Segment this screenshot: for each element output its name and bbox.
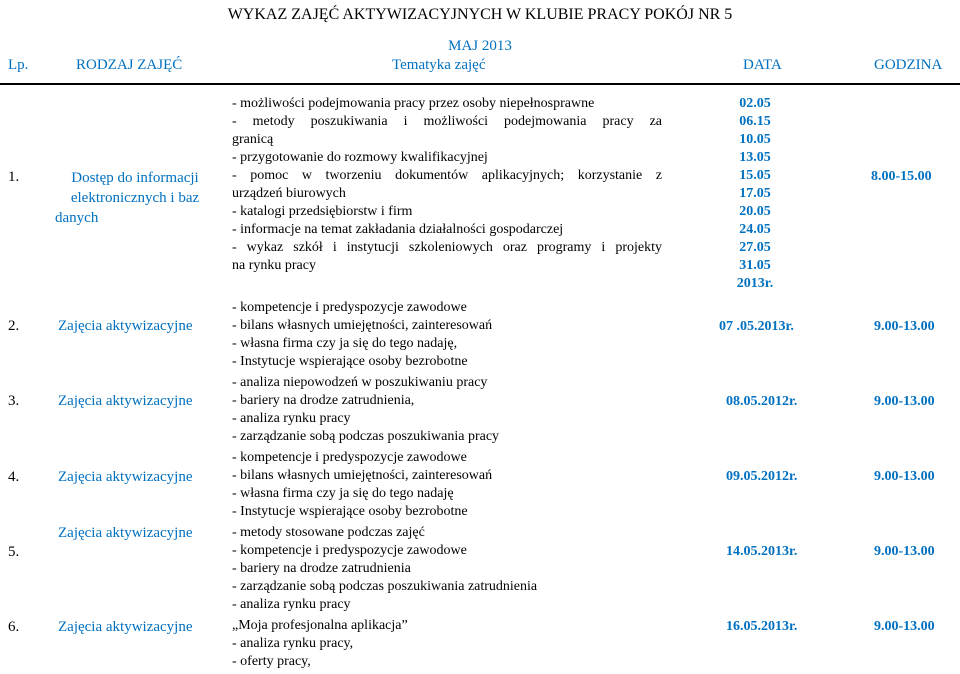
- header-godzina: GODZINA: [874, 57, 943, 73]
- topic-line: - analiza rynku pracy,: [232, 636, 354, 651]
- topic-line: - bariery na drodze zatrudnienia,: [232, 393, 415, 408]
- topic-line: - możliwości podejmowania pracy przez osoby niepełnosprawne: [232, 96, 595, 111]
- row-number: 4.: [8, 469, 20, 485]
- topic-line: - bariery na drodze zatrudnienia: [232, 561, 411, 576]
- date-item: 17.05: [739, 186, 771, 201]
- topic-list: [232, 374, 499, 446]
- topic-line: - informacje na temat zakładania działalności gospodarczej: [232, 222, 564, 237]
- date-item: 13.05: [739, 150, 771, 165]
- date-item: 27.05: [739, 240, 771, 255]
- topic-line: na rynku pracy: [232, 258, 316, 273]
- date-value: 14.05.2013r.: [726, 544, 798, 559]
- date-item: 15.05: [739, 168, 771, 183]
- hours-value: 9.00-13.00: [874, 319, 935, 334]
- topic-line: - własna firma czy ja się do tego nadaję,: [232, 336, 458, 351]
- activity-type-line: danych: [55, 210, 99, 226]
- header-rodzaj: RODZAJ ZAJĘĆ: [76, 57, 183, 73]
- topic-line: - Instytucje wspierające osoby bezrobotne: [232, 354, 468, 369]
- row-number: 5.: [8, 544, 20, 560]
- header-lp: Lp.: [8, 57, 29, 73]
- topic-line: - kompetencje i predyspozycje zawodowe: [232, 300, 467, 315]
- row-number: 1.: [8, 169, 20, 185]
- topic-line: - analiza niepowodzeń w poszukiwaniu pracy: [232, 375, 488, 390]
- topic-list: [232, 524, 537, 614]
- header-data: DATA: [743, 57, 782, 73]
- hours-value: 8.00-15.00: [871, 169, 932, 184]
- topic-list: [232, 95, 662, 275]
- header-tematyka: Tematyka zajęć: [392, 57, 486, 73]
- date-item: 31.05: [739, 258, 771, 273]
- topic-line: - pomoc w tworzeniu dokumentów aplikacyjnych; korzystanie z: [232, 168, 662, 183]
- topic-line: - analiza rynku pracy: [232, 597, 351, 612]
- hours-value: 9.00-13.00: [874, 394, 935, 409]
- date-item: 24.05: [739, 222, 771, 237]
- topic-line: - wykaz szkół i instytucji szkoleniowych oraz programy i projekty: [232, 240, 662, 255]
- date-list: [710, 95, 800, 293]
- topic-line: - kompetencje i predyspozycje zawodowe: [232, 450, 467, 465]
- activity-type: Zajęcia aktywizacyjne: [58, 393, 193, 409]
- topic-line: - katalogi przedsiębiorstw i firm: [232, 204, 413, 219]
- document-title: WYKAZ ZAJĘĆ AKTYWIZACYJNYCH W KLUBIE PRACY POKÓJ NR 5: [227, 6, 733, 23]
- topic-line: - bilans własnych umiejętności, zainteresowań: [232, 318, 493, 333]
- activity-type: Zajęcia aktywizacyjne: [58, 469, 193, 485]
- hours-value: 9.00-13.00: [874, 544, 935, 559]
- topic-list: [232, 617, 408, 671]
- row-number: 6.: [8, 619, 20, 635]
- topic-list: [232, 299, 492, 371]
- topic-line: - zarządzanie sobą podczas poszukiwania zatrudnienia: [232, 579, 538, 594]
- date-value: 08.05.2012r.: [726, 394, 798, 409]
- date-item: 06.15: [739, 114, 771, 129]
- topic-line: - przygotowanie do rozmowy kwalifikacyjnej: [232, 150, 488, 165]
- date-value: 09.05.2012r.: [726, 469, 798, 484]
- hours-value: 9.00-13.00: [874, 619, 935, 634]
- topic-line: - oferty pracy,: [232, 654, 311, 669]
- date-value: 07 .05.2013r.: [719, 319, 794, 334]
- topic-line: - zarządzanie sobą podczas poszukiwania pracy: [232, 429, 500, 444]
- topic-line: - Instytucje wspierające osoby bezrobotne: [232, 504, 468, 519]
- date-value: 16.05.2013r.: [726, 619, 798, 634]
- topic-line: urządzeń biurowych: [232, 186, 346, 201]
- topic-line: - metody stosowane podczas zajęć: [232, 525, 425, 540]
- month-heading: MAJ 2013: [448, 38, 512, 54]
- hours-value: 9.00-13.00: [874, 469, 935, 484]
- activity-type: Zajęcia aktywizacyjne: [58, 525, 193, 541]
- activity-type: Zajęcia aktywizacyjne: [58, 318, 193, 334]
- topic-line: - bilans własnych umiejętności, zainteresowań: [232, 468, 493, 483]
- date-item: 10.05: [739, 132, 771, 147]
- header-rule: [0, 83, 960, 85]
- date-item: 02.05: [739, 96, 771, 111]
- date-item: 20.05: [739, 204, 771, 219]
- topic-line: - kompetencje i predyspozycje zawodowe: [232, 543, 467, 558]
- topic-line: - analiza rynku pracy: [232, 411, 351, 426]
- topic-line: granicą: [232, 132, 274, 147]
- topic-line: - metody poszukiwania i możliwości podejmowania pracy za: [232, 114, 662, 129]
- topic-list: [232, 449, 492, 521]
- activity-type: Zajęcia aktywizacyjne: [58, 619, 193, 635]
- activity-type-line: elektronicznych i baz: [70, 190, 200, 206]
- row-number: 2.: [8, 318, 20, 334]
- topic-line: „Moja profesjonalna aplikacja”: [232, 618, 408, 633]
- date-item: 2013r.: [736, 276, 774, 291]
- topic-line: - własna firma czy ja się do tego nadaję: [232, 486, 454, 501]
- activity-type-line: Dostęp do informacji: [71, 170, 199, 186]
- row-number: 3.: [8, 393, 20, 409]
- activity-type: [55, 168, 215, 228]
